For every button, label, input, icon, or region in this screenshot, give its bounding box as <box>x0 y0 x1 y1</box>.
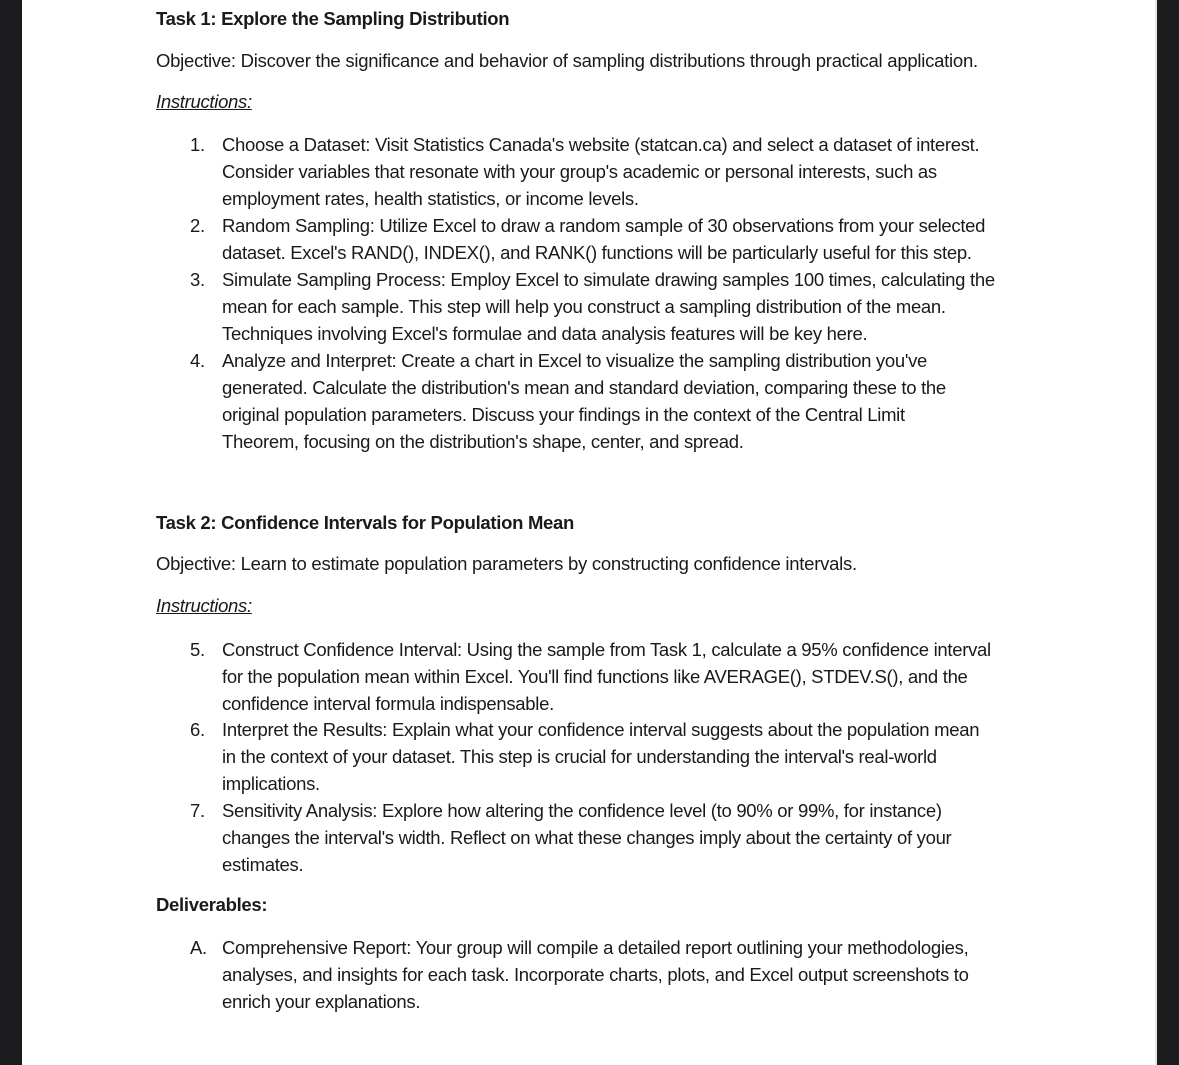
list-line: confidence interval formula indispensable. <box>222 693 554 714</box>
list-number: 7. <box>190 800 205 821</box>
list-number: 3. <box>190 269 205 290</box>
list-line: Construct Confidence Interval: Using the sample from Task 1, calculate a 95% confidence interval <box>222 639 991 660</box>
list-line: Consider variables that resonate with your group's academic or personal interests, such as <box>222 161 937 182</box>
list-line: estimates. <box>222 854 304 875</box>
list-number: 4. <box>190 350 205 371</box>
deliverables-heading: Deliverables: <box>156 894 268 915</box>
list-line: mean for each sample. This step will help you construct a sampling distribution of the mean. <box>222 296 946 317</box>
list-line: original population parameters. Discuss your findings in the context of the Central Limit <box>222 404 905 425</box>
task2-objective: Objective: Learn to estimate population parameters by constructing confidence intervals. <box>156 553 857 574</box>
list-number: 1. <box>190 134 205 155</box>
list-line: changes the interval's width. Reflect on what these changes imply about the certainty of your <box>222 827 952 848</box>
list-line: Choose a Dataset: Visit Statistics Canada's website (statcan.ca) and select a dataset of interest. <box>222 134 980 155</box>
list-line: for the population mean within Excel. You'll find functions like AVERAGE(), STDEV.S(), and the <box>222 666 968 687</box>
list-line: generated. Calculate the distribution's mean and standard deviation, comparing these to the <box>222 377 946 398</box>
list-line: Random Sampling: Utilize Excel to draw a random sample of 30 observations from your selected <box>222 215 986 236</box>
list-line: employment rates, health statistics, or income levels. <box>222 188 639 209</box>
list-line: Techniques involving Excel's formulae and data analysis features will be key here. <box>222 323 868 344</box>
task1-heading: Task 1: Explore the Sampling Distribution <box>156 8 510 29</box>
list-line: Sensitivity Analysis: Explore how altering the confidence level (to 90% or 99%, for instance) <box>222 800 942 821</box>
list-line: implications. <box>222 773 320 794</box>
list-number: 6. <box>190 719 205 740</box>
list-number: 2. <box>190 215 205 236</box>
list-line: analyses, and insights for each task. Incorporate charts, plots, and Excel output screenshots to <box>222 964 969 985</box>
list-line: dataset. Excel's RAND(), INDEX(), and RANK() functions will be particularly useful for this step. <box>222 242 972 263</box>
list-line: Comprehensive Report: Your group will compile a detailed report outlining your methodologies, <box>222 937 969 958</box>
task2-instructions-label: Instructions: <box>156 595 252 616</box>
task1-instructions-label: Instructions: <box>156 91 252 112</box>
list-number: 5. <box>190 639 205 660</box>
task1-objective: Objective: Discover the significance and behavior of sampling distributions through practical application. <box>156 50 978 71</box>
list-line: Simulate Sampling Process: Employ Excel to simulate drawing samples 100 times, calculating the <box>222 269 995 290</box>
list-line: Theorem, focusing on the distribution's shape, center, and spread. <box>222 431 744 452</box>
list-line: Analyze and Interpret: Create a chart in Excel to visualize the sampling distribution you've <box>222 350 928 371</box>
document-page <box>22 0 1157 1065</box>
list-line: in the context of your dataset. This step is crucial for understanding the interval's real-world <box>222 746 937 767</box>
task2-heading: Task 2: Confidence Intervals for Population Mean <box>156 512 575 533</box>
list-line: Interpret the Results: Explain what your confidence interval suggests about the population mean <box>222 719 980 740</box>
list-letter: A. <box>190 937 207 958</box>
list-line: enrich your explanations. <box>222 991 421 1012</box>
